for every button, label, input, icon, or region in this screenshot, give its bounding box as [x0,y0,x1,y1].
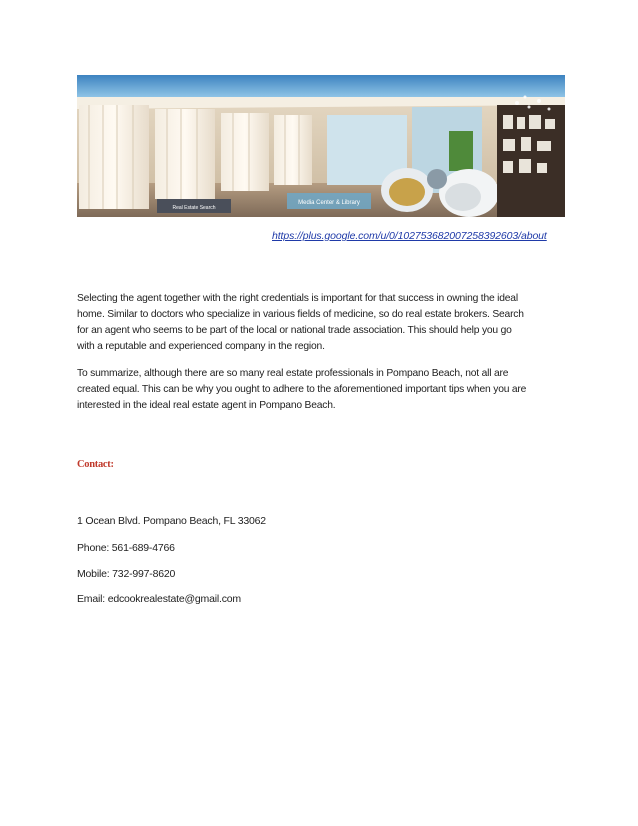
paragraph-line: with a reputable and experienced company in the region. [77,341,325,352]
office-photo [77,75,565,217]
contact-address: 1 Ocean Blvd. Pompano Beach, FL 33062 [77,515,266,527]
contact-phone: Phone: 561-689-4766 [77,542,175,554]
paragraph-line: To summarize, although there are so many real estate professionals in Pompano Beach, not all are [77,368,509,379]
paragraph-line: for an agent who seems to be part of the local or national trade association. This should help you go [77,325,512,336]
paragraph-line: created equal. This can be why you ought to adhere to the aforementioned important tips when you are [77,384,527,395]
contact-email: Email: edcookrealestate@gmail.com [77,593,241,605]
paragraph-line: Selecting the agent together with the right credentials is important for that success in owning the ideal [77,293,518,304]
sign-real-estate-search: Real Estate Search [172,205,216,211]
sign-media-center: Media Center & Library [298,200,360,206]
paragraph-line: home. Similar to doctors who specialize in various fields of medicine, so do real estate brokers. Search [77,309,524,320]
paragraph-line: interested in the ideal real estate agent in Pompano Beach. [77,400,336,411]
paragraph-summary [77,366,567,414]
paragraph-agent-selection [77,291,567,355]
contact-mobile: Mobile: 732-997-8620 [77,568,176,580]
contact-heading: Contact: [77,459,114,470]
source-link[interactable]: https://plus.google.com/u/0/102753682007258392603/about [272,230,547,242]
